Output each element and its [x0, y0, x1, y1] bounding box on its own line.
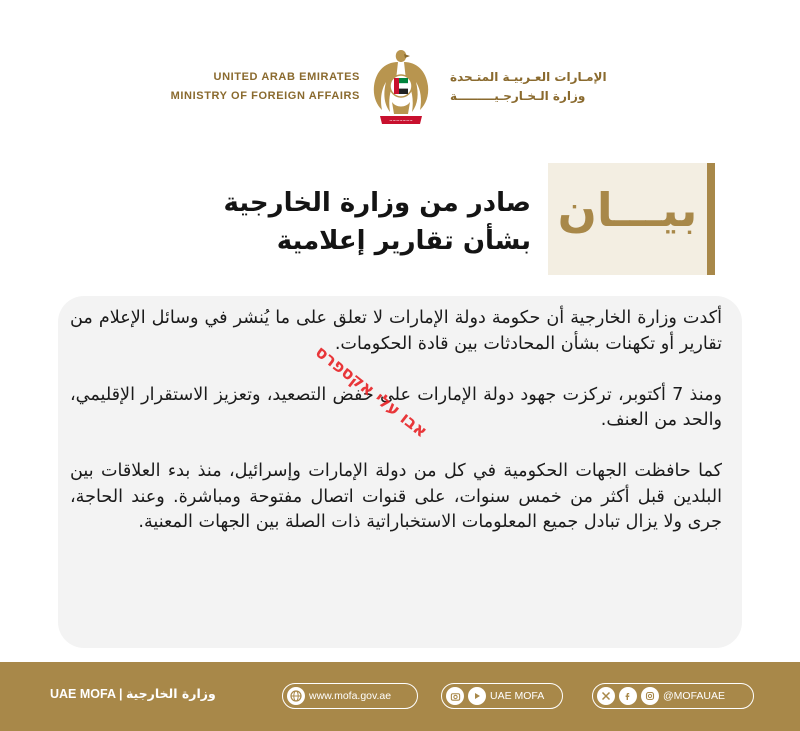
body-paragraph-3: كما حافظت الجهات الحكومية في كل من دولة الإمارات وإسرائيل، منذ بدء العلاقات بين البلدين قبل أكثر من خمس سنوات، على قنوات اتصال مفتوحة ومباشرة. وعند الحاجة، جرى ولا يزال تبادل جميع المعلومات الاستخباراتية ذات الصلة بين الجهات المعنية. [70, 461, 722, 532]
ministry-name-ar: وزارة الـخـارجـيـــــــــة [450, 89, 586, 103]
youtube-link[interactable] [441, 683, 563, 709]
social-handle: @MOFAUAE [663, 690, 726, 702]
statement-label-accent-bar [707, 163, 715, 275]
facebook-icon [619, 687, 637, 705]
body-paragraph-2: ومنذ 7 أكتوبر، تركزت جهود دولة الإمارات على خفض التصعيد، وتعزيز الاستقرار الإقليمي، والحد من العنف. [70, 384, 722, 430]
statement-title: صادر من وزارة الخارجية بشأن تقارير إعلامية [223, 188, 531, 256]
statement-label: بيـــان [557, 183, 698, 237]
footer-bar [0, 662, 800, 731]
footer-brand [50, 686, 216, 701]
x-icon [597, 687, 615, 705]
letterhead-english [158, 68, 360, 106]
footer-brand-ar: وزارة الخارجية [125, 686, 216, 701]
website-link[interactable] [282, 683, 418, 709]
globe-icon [287, 687, 305, 705]
social-links[interactable] [592, 683, 754, 709]
ministry-name-en: MINISTRY OF FOREIGN AFFAIRS [170, 90, 360, 102]
body-paragraph-1: أكدت وزارة الخارجية أن حكومة دولة الإمارات لا تعلق على ما يُنشر في وسائل الإعلام من تقارير أو تكهنات بشأن المحادثات بين قادة الحكومات. [70, 308, 722, 354]
watermark-stamp: אבו עלי אקספרס [311, 342, 431, 442]
country-name-ar: الإمـارات العـربيـة المتـحدة [450, 70, 607, 84]
country-name-en: UNITED ARAB EMIRATES [213, 71, 360, 83]
statement-body [70, 306, 722, 561]
youtube-icon [468, 687, 486, 705]
instagram-icon [641, 687, 659, 705]
footer-brand-en: UAE MOFA | [50, 687, 123, 701]
camera-icon [446, 687, 464, 705]
svg-text:~~~~~~~: ~~~~~~~ [389, 118, 413, 123]
letterhead [0, 48, 800, 138]
youtube-label: UAE MOFA [490, 690, 545, 702]
letterhead-arabic [450, 68, 636, 106]
website-url: www.mofa.gov.ae [309, 690, 392, 702]
uae-falcon-emblem-icon [370, 48, 432, 130]
